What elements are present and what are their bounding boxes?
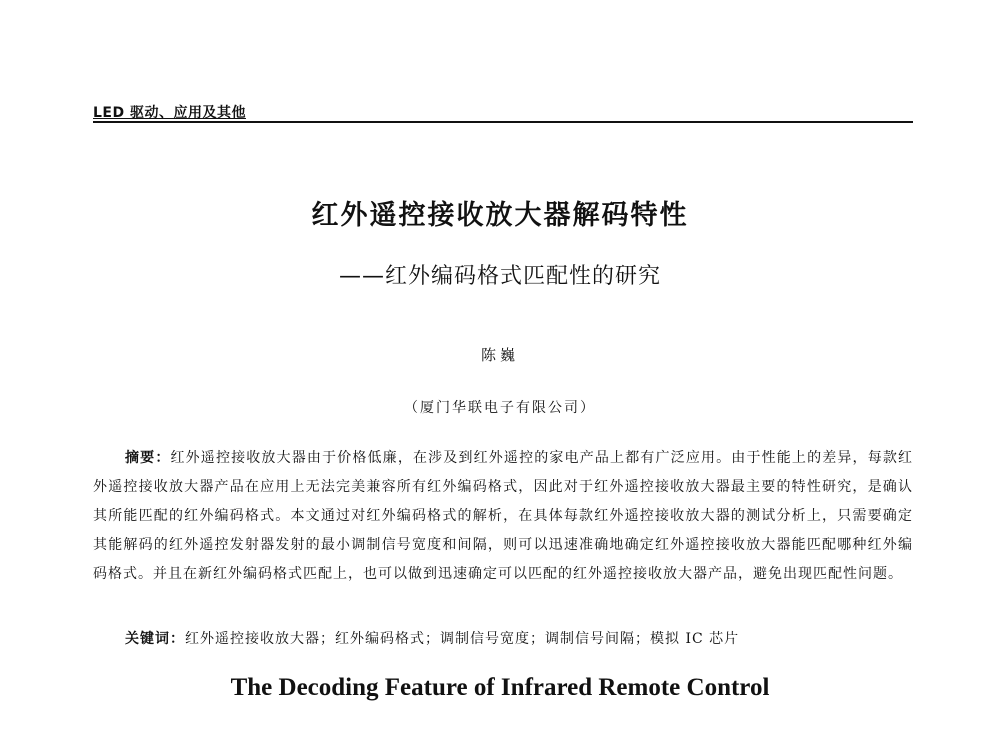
running-header-text: LED 驱动、应用及其他 xyxy=(93,105,246,121)
author-affiliation: （厦门华联电子有限公司） xyxy=(404,400,596,416)
english-title: The Decoding Feature of Infrared Remote Control xyxy=(230,674,770,701)
keywords-text: 红外遥控接收放大器；红外编码格式；调制信号宽度；调制信号间隔；模拟 IC 芯片 xyxy=(185,631,740,647)
abstract-paragraph xyxy=(93,444,913,589)
article-title: 红外遥控接收放大器解码特性 xyxy=(311,200,689,231)
keywords-label: 关键词： xyxy=(125,631,185,647)
abstract-label: 摘要： xyxy=(125,450,171,466)
author-name: 陈巍 xyxy=(480,346,519,364)
keywords-line xyxy=(125,625,915,654)
article-subtitle: ——红外编码格式匹配性的研究 xyxy=(338,264,661,289)
running-header xyxy=(93,104,913,124)
abstract-text: 红外遥控接收放大器由于价格低廉，在涉及到红外遥控的家电产品上都有广泛应用。由于性能上的差异，每款红外遥控接收放大器产品在应用上无法完美兼容所有红外编码格式，因此对于红外遥控接收放大器最主要的特性研究，是确认其所能匹配的红外编码格式。本文通过对红外编码格式的解析，在具体每款红外遥控接收放大器的测试分析上，只需要确定其能解码的红外遥控发射器发射的最小调制信号宽度和间隔，则可以迅速准确地确定红外遥控接收放大器能匹配哪种红外编码格式。并且在新红外编码格式匹配上，也可以做到迅速确定可以匹配的红外遥控接收放大器产品，避免出现匹配性问题。 xyxy=(93,450,914,582)
header-rule xyxy=(93,121,913,123)
